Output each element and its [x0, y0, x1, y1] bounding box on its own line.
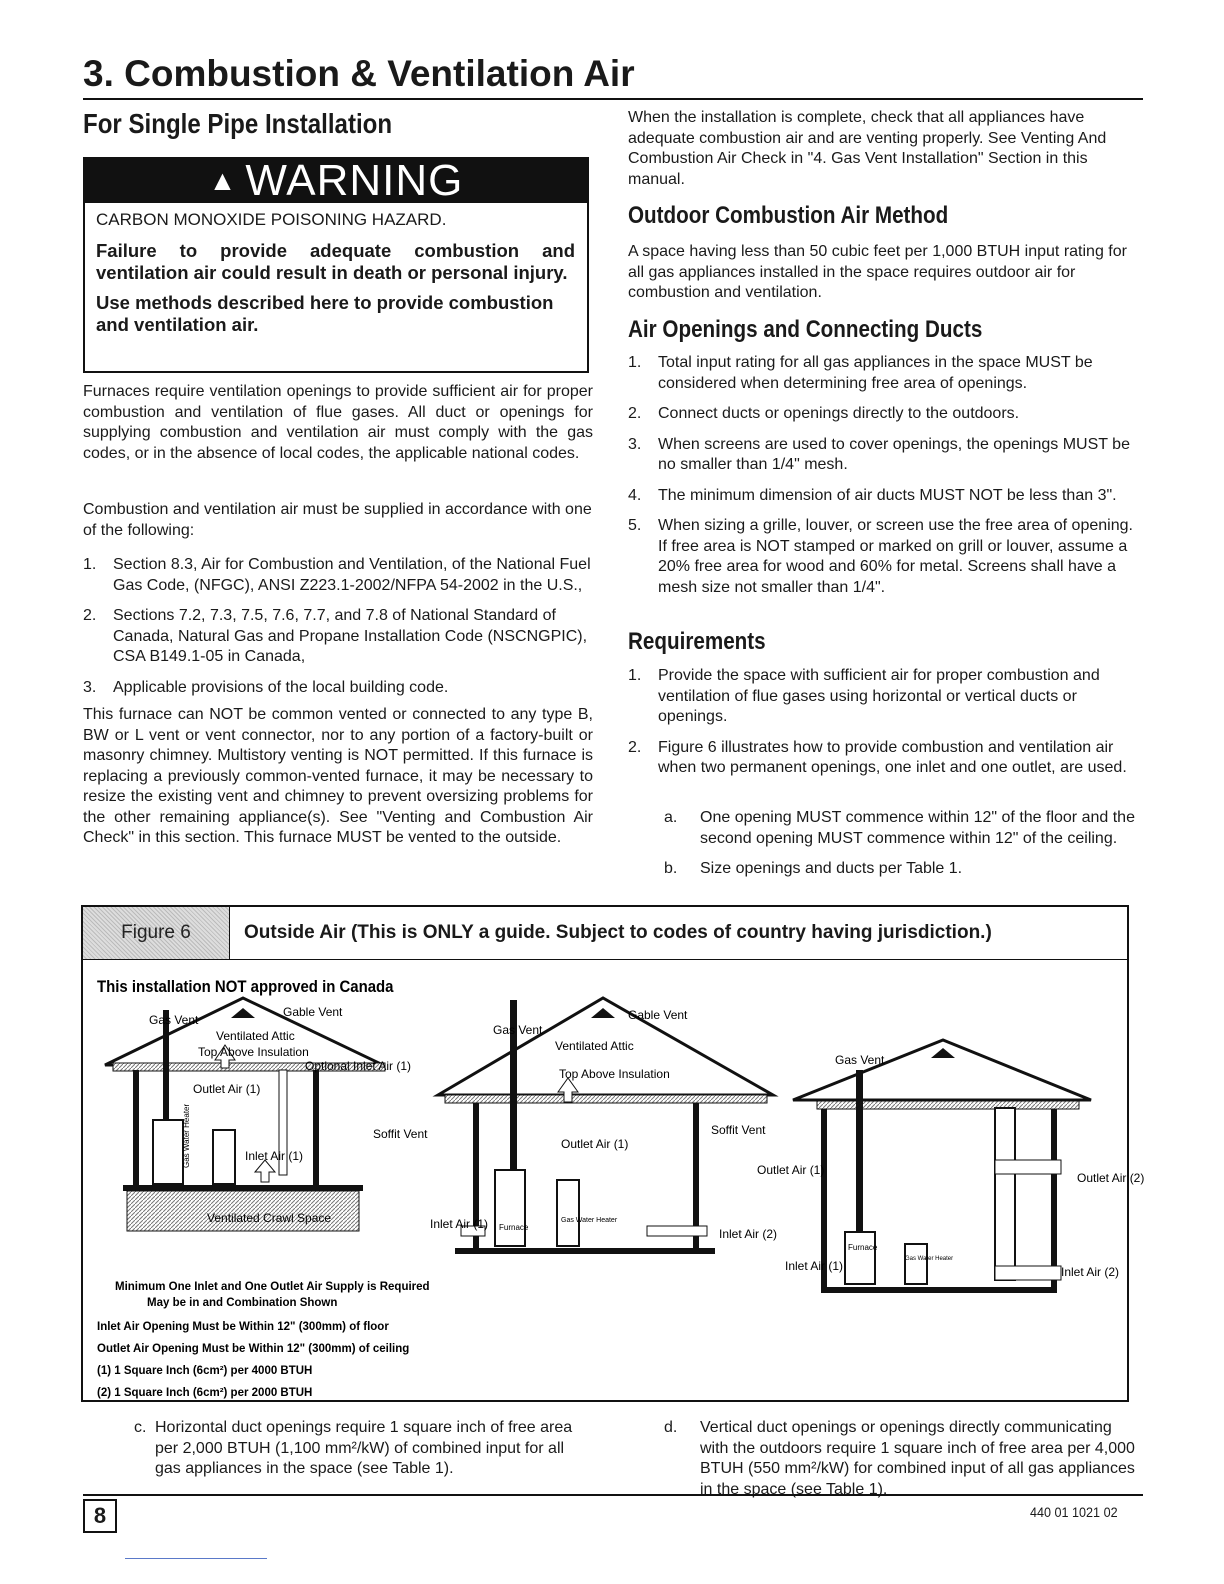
list-item: 1. Provide the space with sufficient air for proper combustion and ventilation of flue gases using horizontal or vertical ducts or openings.	[628, 667, 1100, 725]
figure-tag: Figure 6	[83, 907, 230, 959]
list-item: 5. When sizing a grille, louver, or screen use the free area of opening. If free area is NOT stamped or marked on grill or louver, assume a 20% free area for wood and 60% for metal. Screens shall have a mesh size not smaller than 1/4".	[628, 517, 1133, 596]
d3-inlet-right: Inlet Air (2)	[1061, 1265, 1120, 1279]
left-para-1: Furnaces require ventilation openings to provide sufficient air for proper combustion and ventilation of flue gases. All duct or openings for supplying combustion and ventilation air must comply with the gas codes, or in the absence of local codes, the applicable national codes.	[83, 383, 593, 462]
d1-gas-vent: Gas Vent	[149, 1013, 199, 1027]
ventilation-diagrams	[83, 960, 1145, 1399]
item-c-text: Horizontal duct openings require 1 square inch of free area per 2,000 BTUH (1,100 mm²/kW) of combined input for all gas appliances in the space (see Table 1).	[155, 1419, 573, 1477]
d1-ventilated-attic: Ventilated Attic	[216, 1029, 295, 1043]
list-item: 1. Section 8.3, Air for Combustion and Ventilation, of the National Fuel Gas Code, (NFGC), ANSI Z223.1-2002/NFPA 54-2002 in the U.S.,	[83, 556, 591, 594]
heading-air-openings: Air Openings and Connecting Ducts	[628, 316, 983, 343]
d1-water-heater: Gas Water Heater	[182, 1103, 191, 1168]
figure-notes	[97, 1281, 430, 1399]
d1-soffit-vent: Soffit Vent	[373, 1127, 428, 1141]
not-approved-label: This installation NOT approved in Canada	[97, 978, 394, 997]
figure-6	[81, 905, 1145, 1402]
d2-ventilated-attic: Ventilated Attic	[555, 1039, 634, 1053]
d2-inlet-air-left: Inlet Air (1)	[430, 1217, 489, 1231]
d2-inlet-air-right: Inlet Air (2)	[719, 1227, 778, 1241]
left-para-3: This furnace can NOT be common vented or connected to any type B, BW or L vent or vent connector, nor to any portion of a factory-built or masonry chimney. Multistory venting is NOT permitted. If this furnace is replacing a previously common-vented furnace, it may be necessary to resize the existing vent and chimney to prevent oversizing problems for the other remaining appliance(s). See "Venting and Combustion Air Check" in this section. This furnace MUST be vented to the outside.	[83, 706, 593, 846]
right-intro: When the installation is complete, check that all appliances have adequate combustion air and are venting properly. See Venting And Combustion Air Check in "4. Gas Vent Installation" Section in this manual.	[628, 109, 1107, 188]
item-c-label: c.	[134, 1419, 147, 1436]
d2-furnace: Furnace	[499, 1223, 529, 1232]
requirements-sub-list	[664, 808, 1140, 890]
d1-inlet-air: Inlet Air (1)	[245, 1149, 304, 1163]
list-item: a. One opening MUST commence within 12" of the floor and the second opening MUST commence within 12" of the ceiling.	[664, 809, 1135, 847]
warning-box	[83, 157, 589, 373]
d2-outlet-air: Outlet Air (1)	[561, 1137, 629, 1151]
figure-note: Minimum One Inlet and One Outlet Air Supply is Required	[115, 1281, 430, 1293]
list-item: 3. When screens are used to cover openings, the openings MUST be no smaller than 1/4" mesh.	[628, 435, 1130, 473]
subtitle-single-pipe: For Single Pipe Installation	[83, 108, 393, 139]
figure-note: (2) 1 Square Inch (6cm²) per 2000 BTUH	[97, 1387, 313, 1399]
warning-header	[85, 156, 587, 205]
figure-note: Inlet Air Opening Must be Within 12" (300mm) of floor	[97, 1321, 389, 1333]
warning-triangle-icon: ▲	[208, 165, 238, 196]
d3-furnace: Furnace	[848, 1243, 878, 1252]
d2-water-heater: Gas Water Heater	[561, 1217, 618, 1224]
d3-outlet-left: Outlet Air (1)	[757, 1163, 825, 1177]
list-item: 3. Applicable provisions of the local building code.	[83, 678, 449, 696]
requirements-list	[628, 666, 1140, 789]
d1-top-above-insulation: Top Above Insulation	[198, 1045, 309, 1059]
d2-top-above-insulation: Top Above Insulation	[559, 1067, 670, 1081]
d2-gas-vent: Gas Vent	[493, 1023, 543, 1037]
list-item: 1. Total input rating for all gas appliances in the space MUST be considered when determining free area of openings.	[628, 354, 1093, 392]
diagram-attic	[430, 998, 777, 1254]
link-underline	[125, 1558, 267, 1559]
d1-outlet-air: Outlet Air (1)	[193, 1082, 261, 1096]
document-number: 440 01 1021 02	[1030, 1504, 1118, 1520]
list-item: 2. Figure 6 illustrates how to provide combustion and ventilation air when two permanent openings, one inlet and one outlet, are used.	[628, 738, 1127, 776]
figure-note: May be in and Combination Shown	[147, 1297, 338, 1309]
list-item: 2. Sections 7.2, 7.3, 7.5, 7.6, 7.7, and 7.8 of National Standard of Canada, Natural Gas and Propane Installation Code (NSCNGPIC), CSA B149.1-05 in Canada,	[83, 607, 588, 665]
warning-hazard: CARBON MONOXIDE POISONING HAZARD.	[96, 210, 447, 229]
diagram-crawl-space	[105, 998, 428, 1231]
diagram-outdoor-ducts	[757, 1040, 1144, 1293]
figure-note: Outlet Air Opening Must be Within 12" (300mm) of ceiling	[97, 1343, 410, 1355]
warning-label: WARNING	[245, 156, 464, 205]
d3-outlet-right: Outlet Air (2)	[1077, 1171, 1145, 1185]
d1-optional-inlet: Optional Inlet Air (1)	[305, 1059, 412, 1073]
warning-text-1: Failure to provide adequate combustion and ventilation air could result in death or personal injury.	[96, 240, 575, 283]
outdoor-text: A space having less than 50 cubic feet per 1,000 BTUH input rating for all gas appliances installed in the space requires outdoor air for combustion and ventilation.	[628, 243, 1127, 301]
warning-text-2: Use methods described here to provide combustion and ventilation air.	[96, 292, 554, 335]
item-d-label: d.	[664, 1419, 678, 1436]
item-d-text: Vertical duct openings or openings directly communicating with the outdoors require 1 square inch of free area per 4,000 BTUH (550 mm²/kW) for combined input of all gas appliances in the space (see Table 1).	[700, 1419, 1135, 1498]
air-openings-list	[628, 353, 1140, 608]
section-title: 3. Combustion & Ventilation Air	[83, 52, 1143, 100]
heading-requirements: Requirements	[628, 628, 766, 655]
d3-water-heater: Gas Water Heater	[905, 1256, 954, 1262]
d1-crawl-space: Ventilated Crawl Space	[207, 1211, 332, 1225]
d2-gable-vent: Gable Vent	[628, 1008, 688, 1022]
footer-rule	[83, 1494, 1143, 1496]
figure-note: (1) 1 Square Inch (6cm²) per 4000 BTUH	[97, 1365, 313, 1377]
list-item: 4. The minimum dimension of air ducts MUST NOT be less than 3".	[628, 486, 1117, 504]
figure-title: Outside Air (This is ONLY a guide. Subject to codes of country having jurisdiction.)	[244, 922, 992, 943]
list-item: 2. Connect ducts or openings directly to the outdoors.	[628, 405, 1020, 422]
d2-soffit-vent: Soffit Vent	[711, 1123, 766, 1137]
d3-gas-vent: Gas Vent	[835, 1053, 885, 1067]
d1-gable-vent: Gable Vent	[283, 1005, 343, 1019]
page-number: 8	[83, 1499, 117, 1533]
heading-outdoor-air: Outdoor Combustion Air Method	[628, 202, 949, 229]
list-item: b. Size openings and ducts per Table 1.	[664, 860, 963, 877]
d3-inlet-left: Inlet Air (1)	[785, 1259, 844, 1273]
left-para-2: Combustion and ventilation air must be supplied in accordance with one of the following:	[83, 501, 592, 539]
left-code-list	[83, 555, 593, 708]
